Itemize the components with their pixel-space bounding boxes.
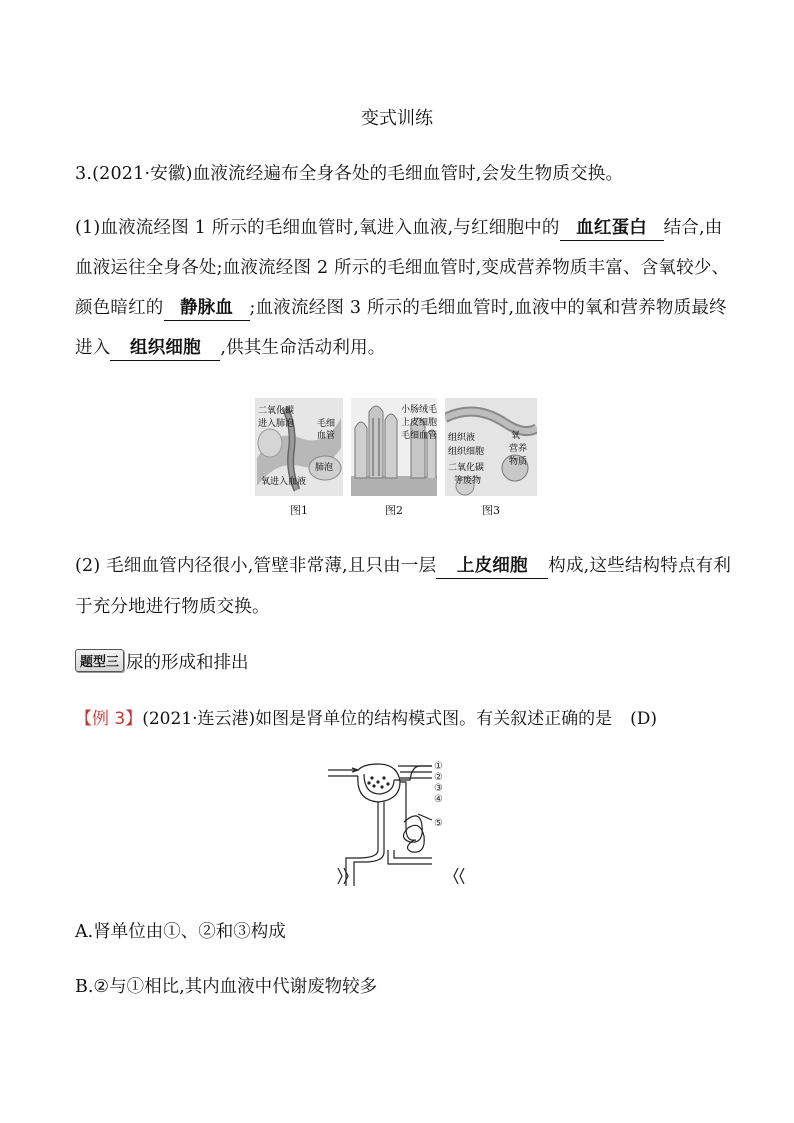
question-intro: 3.(2021·安徽)血液流经遍布全身各处的毛细血管时,会发生物质交换。: [75, 164, 624, 184]
fig3-label-4: 氧: [511, 431, 521, 441]
fig1-label-0: 二氧化碳: [258, 406, 295, 416]
example-question: [75, 704, 657, 729]
nephron-label-4: ④: [434, 794, 443, 805]
page-title: 变式训练: [361, 108, 433, 129]
answer-blank-4: 上皮细胞: [436, 554, 548, 579]
figure-2-intestinal-villi: [351, 398, 437, 496]
fig3-label-3: 等废物: [454, 476, 482, 486]
part2-text-1: (2) 毛细血管内径很小,管壁非常薄,且只由一层: [75, 556, 437, 576]
nephron-diagram: [328, 758, 470, 886]
figure-1-caption: 图1: [290, 504, 308, 517]
fig3-label-6: 物质: [509, 457, 528, 467]
nephron-label-5: ⑤: [434, 818, 443, 829]
section-badge: 题型三: [75, 649, 124, 672]
fig1-label-1: 进入肺泡: [258, 419, 295, 429]
option-b: B.②与①相比,其内血液中代谢废物较多: [75, 977, 378, 997]
figure-3-tissue-exchange: [445, 398, 537, 496]
fig1-label-4: 肺泡: [315, 463, 334, 473]
part1-text-4: ,供其生命活动利用。: [220, 338, 386, 358]
fig1-label-2: 毛细: [317, 419, 336, 429]
capillary-figures: [255, 398, 540, 518]
fig3-label-0: 组织液: [448, 433, 476, 443]
figure-2-caption: 图2: [385, 504, 403, 517]
question-part-1: [75, 208, 735, 368]
fig1-label-5: 氧进入血液: [261, 477, 307, 487]
part1-text-2: 结合,由血液运往全身各处;血液流经图 2 所示的毛细血管时,变成营养物质丰富、含氧较少、颜色暗红的: [75, 218, 730, 318]
example-answer: (D): [630, 709, 658, 729]
section-title: 尿的形成和排出: [126, 653, 249, 673]
figure-3-caption: 图3: [482, 504, 500, 517]
option-a: A.肾单位由①、②和③构成: [75, 922, 286, 942]
section-heading: [75, 649, 249, 674]
example-label: 【例 3】: [75, 709, 143, 729]
fig1-label-3: 血管: [317, 431, 336, 441]
fig2-label-2: 毛细血管: [401, 431, 437, 441]
fig2-label-1: 上皮细胞: [401, 418, 437, 428]
answer-blank-1: 血红蛋白: [560, 216, 664, 241]
fig3-label-2: 二氧化碳: [448, 463, 485, 473]
part1-text-3: ;血液流经图 3 所示的毛细血管时,血液中的氧和营养物质最终进入: [75, 298, 727, 358]
question-part-2: [75, 546, 735, 628]
fig3-label-5: 营养: [509, 444, 528, 454]
answer-blank-2: 静脉血: [164, 296, 250, 321]
part1-text-1: (1)血液流经图 1 所示的毛细血管时,氧进入血液,与红细胞中的: [75, 218, 560, 238]
answer-blank-3: 组织细胞: [110, 336, 220, 361]
nephron-label-1: ①: [434, 761, 443, 772]
fig2-label-0: 小肠绒毛: [401, 405, 437, 415]
example-text: (2021·连云港)如图是肾单位的结构模式图。有关叙述正确的是: [142, 709, 613, 729]
part2-text-2: 构成,这些结构特点有利于充分地进行物质交换。: [75, 556, 732, 617]
figure-1-lung-capillary: [255, 398, 343, 496]
fig3-label-1: 组织细胞: [448, 447, 485, 457]
nephron-label-3: ③: [434, 783, 443, 794]
nephron-label-2: ②: [434, 772, 443, 783]
